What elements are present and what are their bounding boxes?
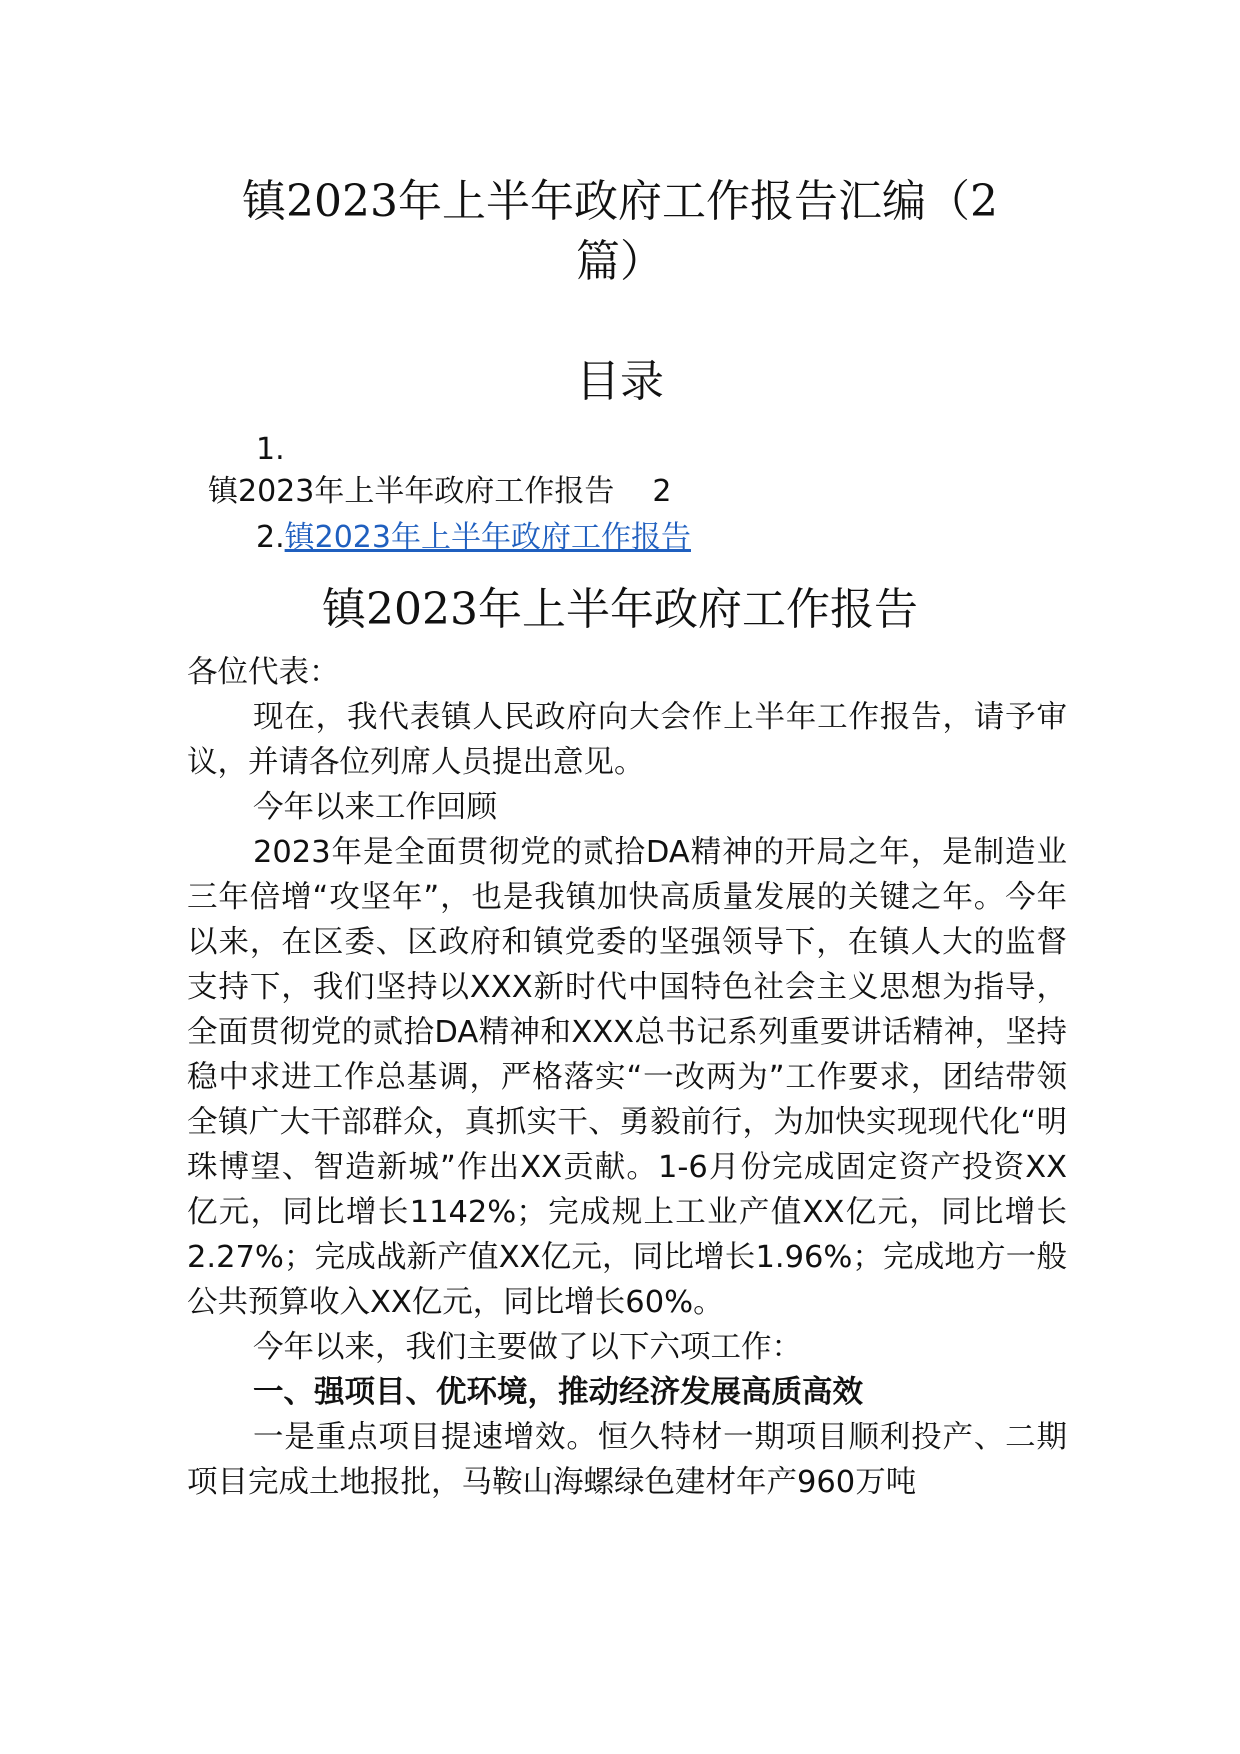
body-paragraph: 2023年是全面贯彻党的贰拾DA精神的开局之年，是制造业三年倍增“攻坚年”，也是我镇加快高质量发展的关键之年。今年以来，在区委、区政府和镇党委的坚强领导下，在镇人大的监督支持下，我们坚持以XXX新时代中国特色社会主义思想为指导，全面贯彻党的贰拾DA精神和XXX总书记系列重要讲话精神，坚持稳中求进工作总基调，严格落实“一改两为”工作要求，团结带领全镇广大干部群众，真抓实干、勇毅前行，为加快实现现代化“明珠博望、智造新城”作出XX贡献。1-6月份完成固定资产投资XX亿元，同比增长1142%；完成规上工业产值XX亿元，同比增长2.27%；完成战新产值XX亿元，同比增长1.96%；完成地方一般公共预算收入XX亿元，同比增长60%。 — [187, 835, 1067, 1320]
toc-item-1[interactable] — [208, 472, 671, 512]
body-paragraph: 今年以来，我们主要做了以下六项工作： — [253, 1330, 802, 1365]
section-heading: 一、强项目、优环境，推动经济发展高质高效 — [253, 1375, 863, 1410]
toc-item-1-page: 2 — [652, 474, 672, 509]
toc-item-2 — [256, 518, 691, 558]
toc-item-2-link[interactable]: 镇2023年上半年政府工作报告 — [284, 520, 691, 555]
section-title: 镇2023年上半年政府工作报告 — [322, 584, 918, 635]
document-title-line-2: 篇） — [576, 236, 664, 287]
salutation: 各位代表： — [187, 655, 340, 690]
subheading: 今年以来工作回顾 — [253, 790, 497, 825]
report-body — [187, 650, 1067, 1505]
body-paragraph: 现在，我代表镇人民政府向大会作上半年工作报告，请予审议，并请各位列席人员提出意见。 — [187, 700, 1067, 780]
body-paragraph: 一是重点项目提速增效。恒久特材一期项目顺利投产、二期项目完成土地报批，马鞍山海螺绿色建材年产960万吨 — [187, 1420, 1067, 1500]
toc-item-2-number: 2. — [256, 520, 285, 555]
document-title-line-1: 镇2023年上半年政府工作报告汇编（2 — [242, 176, 998, 227]
toc-item-1-number: 1. — [256, 432, 285, 467]
toc-heading: 目录 — [576, 356, 664, 407]
toc-item-1-label: 镇2023年上半年政府工作报告 — [208, 474, 615, 509]
